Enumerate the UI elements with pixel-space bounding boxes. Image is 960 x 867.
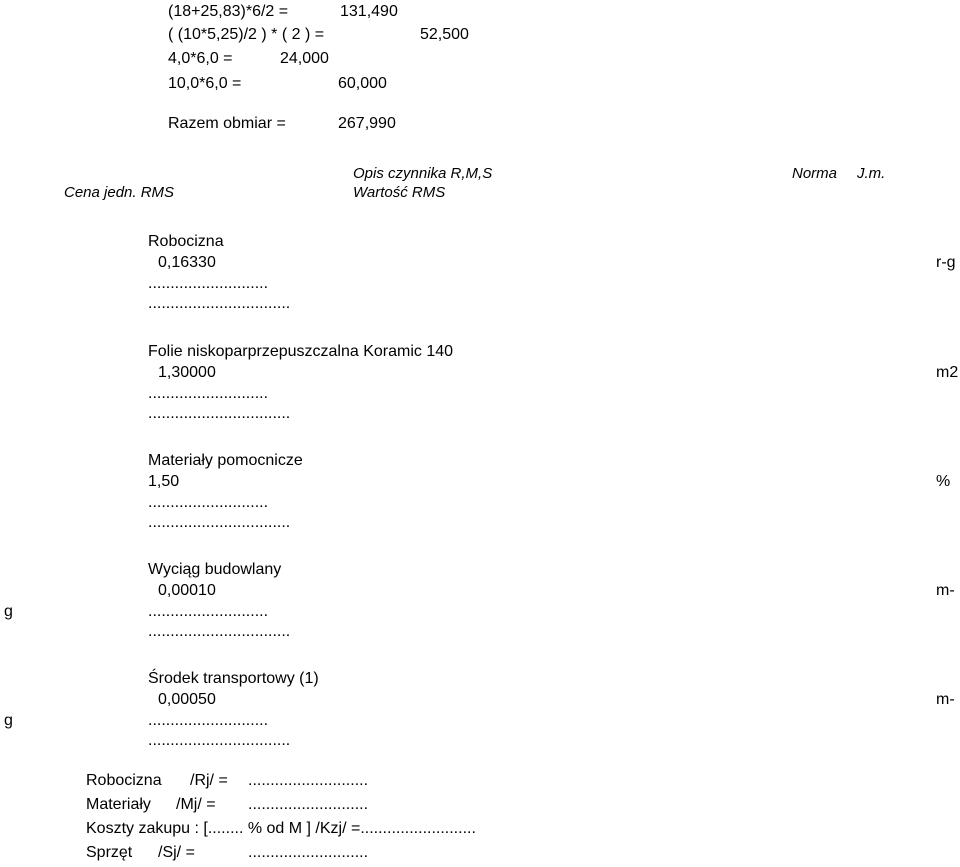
summary-mj-label: Materiały <box>86 796 151 813</box>
calc-value: 131,490 <box>340 3 398 20</box>
item-unit: m2 <box>936 364 959 381</box>
calc-value: 52,500 <box>420 26 469 43</box>
summary-rj-label: Robocizna <box>86 772 162 789</box>
item-norm: 1,30000 <box>158 364 216 381</box>
item-unit: r-g <box>936 254 956 271</box>
calc-expression: 4,0*6,0 = <box>168 50 233 67</box>
calc-value: 60,000 <box>338 75 387 92</box>
calc-expression: ( (10*5,25)/2 ) * ( 2 ) = <box>168 26 325 43</box>
header-opis: Opis czynnika R,M,S <box>353 165 493 182</box>
item-norm: 0,00010 <box>158 582 216 599</box>
item-unit-wrap: g <box>4 712 13 729</box>
item-name: Materiały pomocnicze <box>148 452 303 469</box>
header-wartosc: Wartość RMS <box>353 184 446 201</box>
item-name: Wyciąg budowlany <box>148 561 282 578</box>
item-value-dots: ................................ <box>148 732 291 749</box>
summary-mj-dots: ........................... <box>248 796 369 813</box>
item-price-dots: ........................... <box>148 275 269 292</box>
calc-value: 24,000 <box>280 50 329 67</box>
summary-sj-label: Sprzęt <box>86 844 133 861</box>
header-jm: J.m. <box>857 165 886 182</box>
summary-mj-code: /Mj/ = <box>176 796 216 813</box>
item-value-dots: ................................ <box>148 514 291 531</box>
header-cena: Cena jedn. RMS <box>64 184 175 201</box>
item-norm: 0,16330 <box>158 254 216 271</box>
summary-kzj: Koszty zakupu : [........ % od M ] /Kzj/ =.......................... <box>86 820 476 837</box>
summary-sj-dots: ........................... <box>248 844 369 861</box>
item-name: Folie niskoparprzepuszczalna Koramic 140 <box>148 343 454 360</box>
summary-rj-code: /Rj/ = <box>190 772 228 789</box>
total-label: Razem obmiar = <box>168 115 286 132</box>
item-norm: 0,00050 <box>158 691 216 708</box>
calc-expression: (18+25,83)*6/2 = <box>168 3 289 20</box>
summary-rj-dots: ........................... <box>248 772 369 789</box>
calc-expression: 10,0*6,0 = <box>168 75 242 92</box>
summary-sj-code: /Sj/ = <box>158 844 195 861</box>
item-value-dots: ................................ <box>148 405 291 422</box>
item-unit-wrap: g <box>4 603 13 620</box>
item-name: Środek transportowy (1) <box>148 670 319 687</box>
item-norm: 1,50 <box>148 473 180 490</box>
item-price-dots: ........................... <box>148 712 269 729</box>
item-price-dots: ........................... <box>148 385 269 402</box>
item-unit: m- <box>936 582 955 599</box>
item-price-dots: ........................... <box>148 603 269 620</box>
item-unit: % <box>936 473 951 490</box>
item-price-dots: ........................... <box>148 494 269 511</box>
item-value-dots: ................................ <box>148 295 291 312</box>
item-unit: m- <box>936 691 955 708</box>
item-name: Robocizna <box>148 233 224 250</box>
item-value-dots: ................................ <box>148 623 291 640</box>
total-value: 267,990 <box>338 115 396 132</box>
header-norma: Norma <box>792 165 838 182</box>
